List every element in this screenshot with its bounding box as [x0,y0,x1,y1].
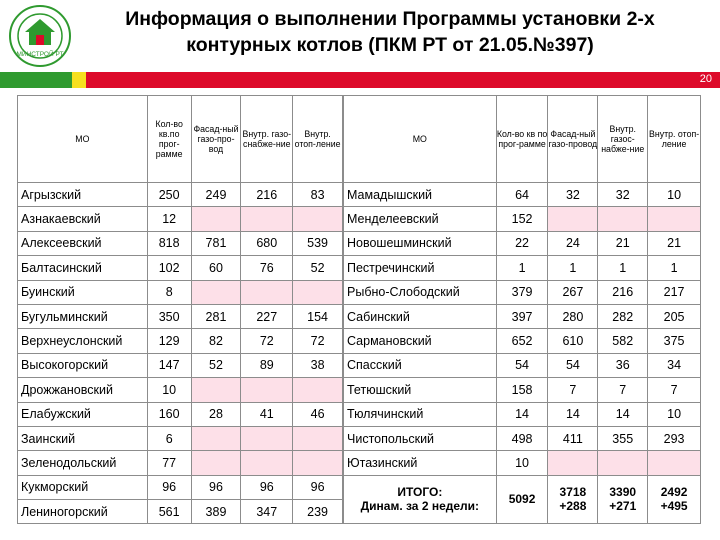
row-value-cell [293,207,343,231]
right-header-heating: Внутр. отоп-ление [648,96,701,183]
row-value-cell: 14 [496,402,548,426]
row-value-cell: 680 [241,231,293,255]
row-name-cell: Зеленодольский [18,451,148,475]
total-gas-line: +271 [609,499,637,514]
page-number: 20 [699,73,712,85]
table-row [18,183,343,207]
table-row [344,329,701,353]
left-header-facade: Фасад-ный газо-про-вод [191,96,241,183]
row-value-cell: 10 [648,402,701,426]
table-row [18,426,343,450]
total-row [344,475,701,523]
row-value-cell: 250 [147,183,191,207]
row-value-cell [648,451,701,475]
row-value-cell: 28 [191,402,241,426]
table-row [344,231,701,255]
row-name-cell: Сармановский [344,329,497,353]
row-value-cell: 610 [548,329,598,353]
row-value-cell: 82 [191,329,241,353]
band-red-segment [86,72,720,88]
row-name-cell: Верхнеуслонский [18,329,148,353]
row-value-cell: 14 [598,402,648,426]
total-count-line: 5092 [508,492,536,507]
row-value-cell: 7 [648,378,701,402]
row-value-cell [241,280,293,304]
row-value-cell: 36 [598,353,648,377]
total-facade-line: +288 [559,499,587,514]
row-value-cell: 652 [496,329,548,353]
total-gas [598,475,648,523]
left-table [17,95,343,524]
row-value-cell: 379 [496,280,548,304]
row-value-cell: 818 [147,231,191,255]
row-value-cell: 249 [191,183,241,207]
row-value-cell: 96 [241,475,293,499]
row-value-cell: 147 [147,353,191,377]
row-name-cell: Высокогорский [18,353,148,377]
row-value-cell: 293 [648,426,701,450]
row-value-cell: 350 [147,304,191,328]
row-value-cell: 355 [598,426,648,450]
row-name-cell: Заинский [18,426,148,450]
total-count [496,475,548,523]
row-value-cell: 1 [598,256,648,280]
table-row [18,304,343,328]
row-name-cell: Агрызский [18,183,148,207]
table-row [18,475,343,499]
row-value-cell: 24 [548,231,598,255]
table-row [18,231,343,255]
row-name-cell: Лениногорский [18,500,148,524]
row-value-cell [293,378,343,402]
table-row [344,304,701,328]
table-row [18,500,343,524]
right-header-gas: Внутр. газос-набже-ние [598,96,648,183]
row-value-cell: 32 [548,183,598,207]
row-value-cell [293,280,343,304]
row-value-cell: 1 [548,256,598,280]
right-header-mo: МО [344,96,497,183]
row-value-cell: 411 [548,426,598,450]
row-value-cell: 52 [293,256,343,280]
row-value-cell [548,207,598,231]
row-value-cell: 152 [496,207,548,231]
row-value-cell: 282 [598,304,648,328]
row-value-cell: 267 [548,280,598,304]
table-row [344,402,701,426]
left-header-gas: Внутр. газо-снабже-ние [241,96,293,183]
table-row [344,183,701,207]
row-value-cell: 77 [147,451,191,475]
row-value-cell: 21 [648,231,701,255]
row-value-cell: 96 [191,475,241,499]
row-value-cell: 60 [191,256,241,280]
row-value-cell: 89 [241,353,293,377]
total-gas-line: 3390 [609,485,637,500]
row-value-cell: 10 [496,451,548,475]
left-table-header [18,96,343,183]
row-value-cell [191,207,241,231]
row-value-cell [598,451,648,475]
header-band [0,72,720,88]
row-value-cell: 498 [496,426,548,450]
row-value-cell: 102 [147,256,191,280]
row-value-cell: 7 [598,378,648,402]
row-name-cell: Спасский [344,353,497,377]
row-name-cell: Ютазинский [344,451,497,475]
row-value-cell: 347 [241,500,293,524]
row-value-cell: 154 [293,304,343,328]
row-name-cell: Сабинский [344,304,497,328]
row-value-cell [548,451,598,475]
row-value-cell: 160 [147,402,191,426]
row-value-cell: 217 [648,280,701,304]
row-value-cell: 7 [548,378,598,402]
row-value-cell: 397 [496,304,548,328]
row-value-cell: 76 [241,256,293,280]
row-value-cell: 22 [496,231,548,255]
row-value-cell: 12 [147,207,191,231]
table-row [344,256,701,280]
row-name-cell: Пестречинский [344,256,497,280]
row-name-cell: Дрожжановский [18,378,148,402]
table-row [18,451,343,475]
total-facade [548,475,598,523]
row-value-cell: 21 [598,231,648,255]
band-green-segment [0,72,72,88]
row-name-cell: Тюлячинский [344,402,497,426]
table-row [18,207,343,231]
row-value-cell: 561 [147,500,191,524]
row-value-cell: 158 [496,378,548,402]
row-value-cell: 205 [648,304,701,328]
total-label-line: Динам. за 2 недели: [360,499,480,514]
total-facade-line: 3718 [559,485,587,500]
row-value-cell [241,451,293,475]
row-value-cell: 1 [496,256,548,280]
row-value-cell: 96 [293,475,343,499]
row-value-cell: 216 [241,183,293,207]
row-value-cell: 14 [548,402,598,426]
row-value-cell [293,451,343,475]
row-value-cell: 52 [191,353,241,377]
row-value-cell: 239 [293,500,343,524]
right-table [343,95,701,524]
table-row [18,280,343,304]
row-value-cell: 227 [241,304,293,328]
row-value-cell: 389 [191,500,241,524]
total-heating-line: +495 [660,499,688,514]
table-row [344,378,701,402]
table-row [18,329,343,353]
row-value-cell: 72 [241,329,293,353]
table-row [18,353,343,377]
row-value-cell: 41 [241,402,293,426]
row-name-cell: Рыбно-Слободский [344,280,497,304]
left-header-count: Кол-во кв.по прог-рамме [147,96,191,183]
row-name-cell: Чистопольский [344,426,497,450]
row-value-cell [241,426,293,450]
row-name-cell: Новошешминский [344,231,497,255]
table-row [344,426,701,450]
logo-text: МИНСТРОЙ РТ [16,51,64,58]
row-value-cell: 375 [648,329,701,353]
row-value-cell: 96 [147,475,191,499]
row-value-cell: 281 [191,304,241,328]
row-value-cell [293,426,343,450]
table-row [344,451,701,475]
total-label-line: ИТОГО: [397,485,443,500]
left-header-heating: Внутр. отоп-ление [293,96,343,183]
total-label [344,475,497,523]
row-value-cell: 54 [548,353,598,377]
row-value-cell: 129 [147,329,191,353]
row-value-cell [648,207,701,231]
row-value-cell: 1 [648,256,701,280]
row-value-cell [241,378,293,402]
row-value-cell: 72 [293,329,343,353]
row-value-cell [191,280,241,304]
row-value-cell [191,426,241,450]
table-row [344,207,701,231]
total-heating-line: 2492 [660,485,688,500]
row-name-cell: Бугульминский [18,304,148,328]
row-value-cell [191,378,241,402]
row-name-cell: Кукморский [18,475,148,499]
row-value-cell [191,451,241,475]
band-yellow-segment [72,72,86,88]
ministry-logo [6,4,74,68]
table-row [344,280,701,304]
row-value-cell: 38 [293,353,343,377]
row-value-cell: 582 [598,329,648,353]
row-value-cell: 10 [147,378,191,402]
left-header-mo: МО [18,96,148,183]
row-value-cell: 6 [147,426,191,450]
row-name-cell: Азнакаевский [18,207,148,231]
row-name-cell: Тетюшский [344,378,497,402]
row-name-cell: Буинский [18,280,148,304]
right-table-header [344,96,701,183]
row-value-cell: 539 [293,231,343,255]
row-name-cell: Балтасинский [18,256,148,280]
row-name-cell: Мамадышский [344,183,497,207]
row-value-cell: 8 [147,280,191,304]
row-value-cell: 32 [598,183,648,207]
row-value-cell: 781 [191,231,241,255]
row-name-cell: Елабужский [18,402,148,426]
row-value-cell: 280 [548,304,598,328]
row-value-cell: 64 [496,183,548,207]
total-heating [648,475,701,523]
table-row [18,378,343,402]
page-title: Информация о выполнении Программы установки 2-х контурных котлов (ПКМ РТ от 21.05.№397) [125,8,655,56]
row-name-cell: Менделеевский [344,207,497,231]
row-value-cell: 46 [293,402,343,426]
right-header-count: Кол-во кв по прог-рамме [496,96,548,183]
row-value-cell: 34 [648,353,701,377]
row-value-cell: 54 [496,353,548,377]
right-header-facade: Фасад-ный газо-провод [548,96,598,183]
table-row [344,353,701,377]
row-value-cell: 216 [598,280,648,304]
row-value-cell: 83 [293,183,343,207]
row-name-cell: Алексеевский [18,231,148,255]
row-value-cell [241,207,293,231]
row-value-cell [598,207,648,231]
row-value-cell: 10 [648,183,701,207]
table-row [18,256,343,280]
table-row [18,402,343,426]
